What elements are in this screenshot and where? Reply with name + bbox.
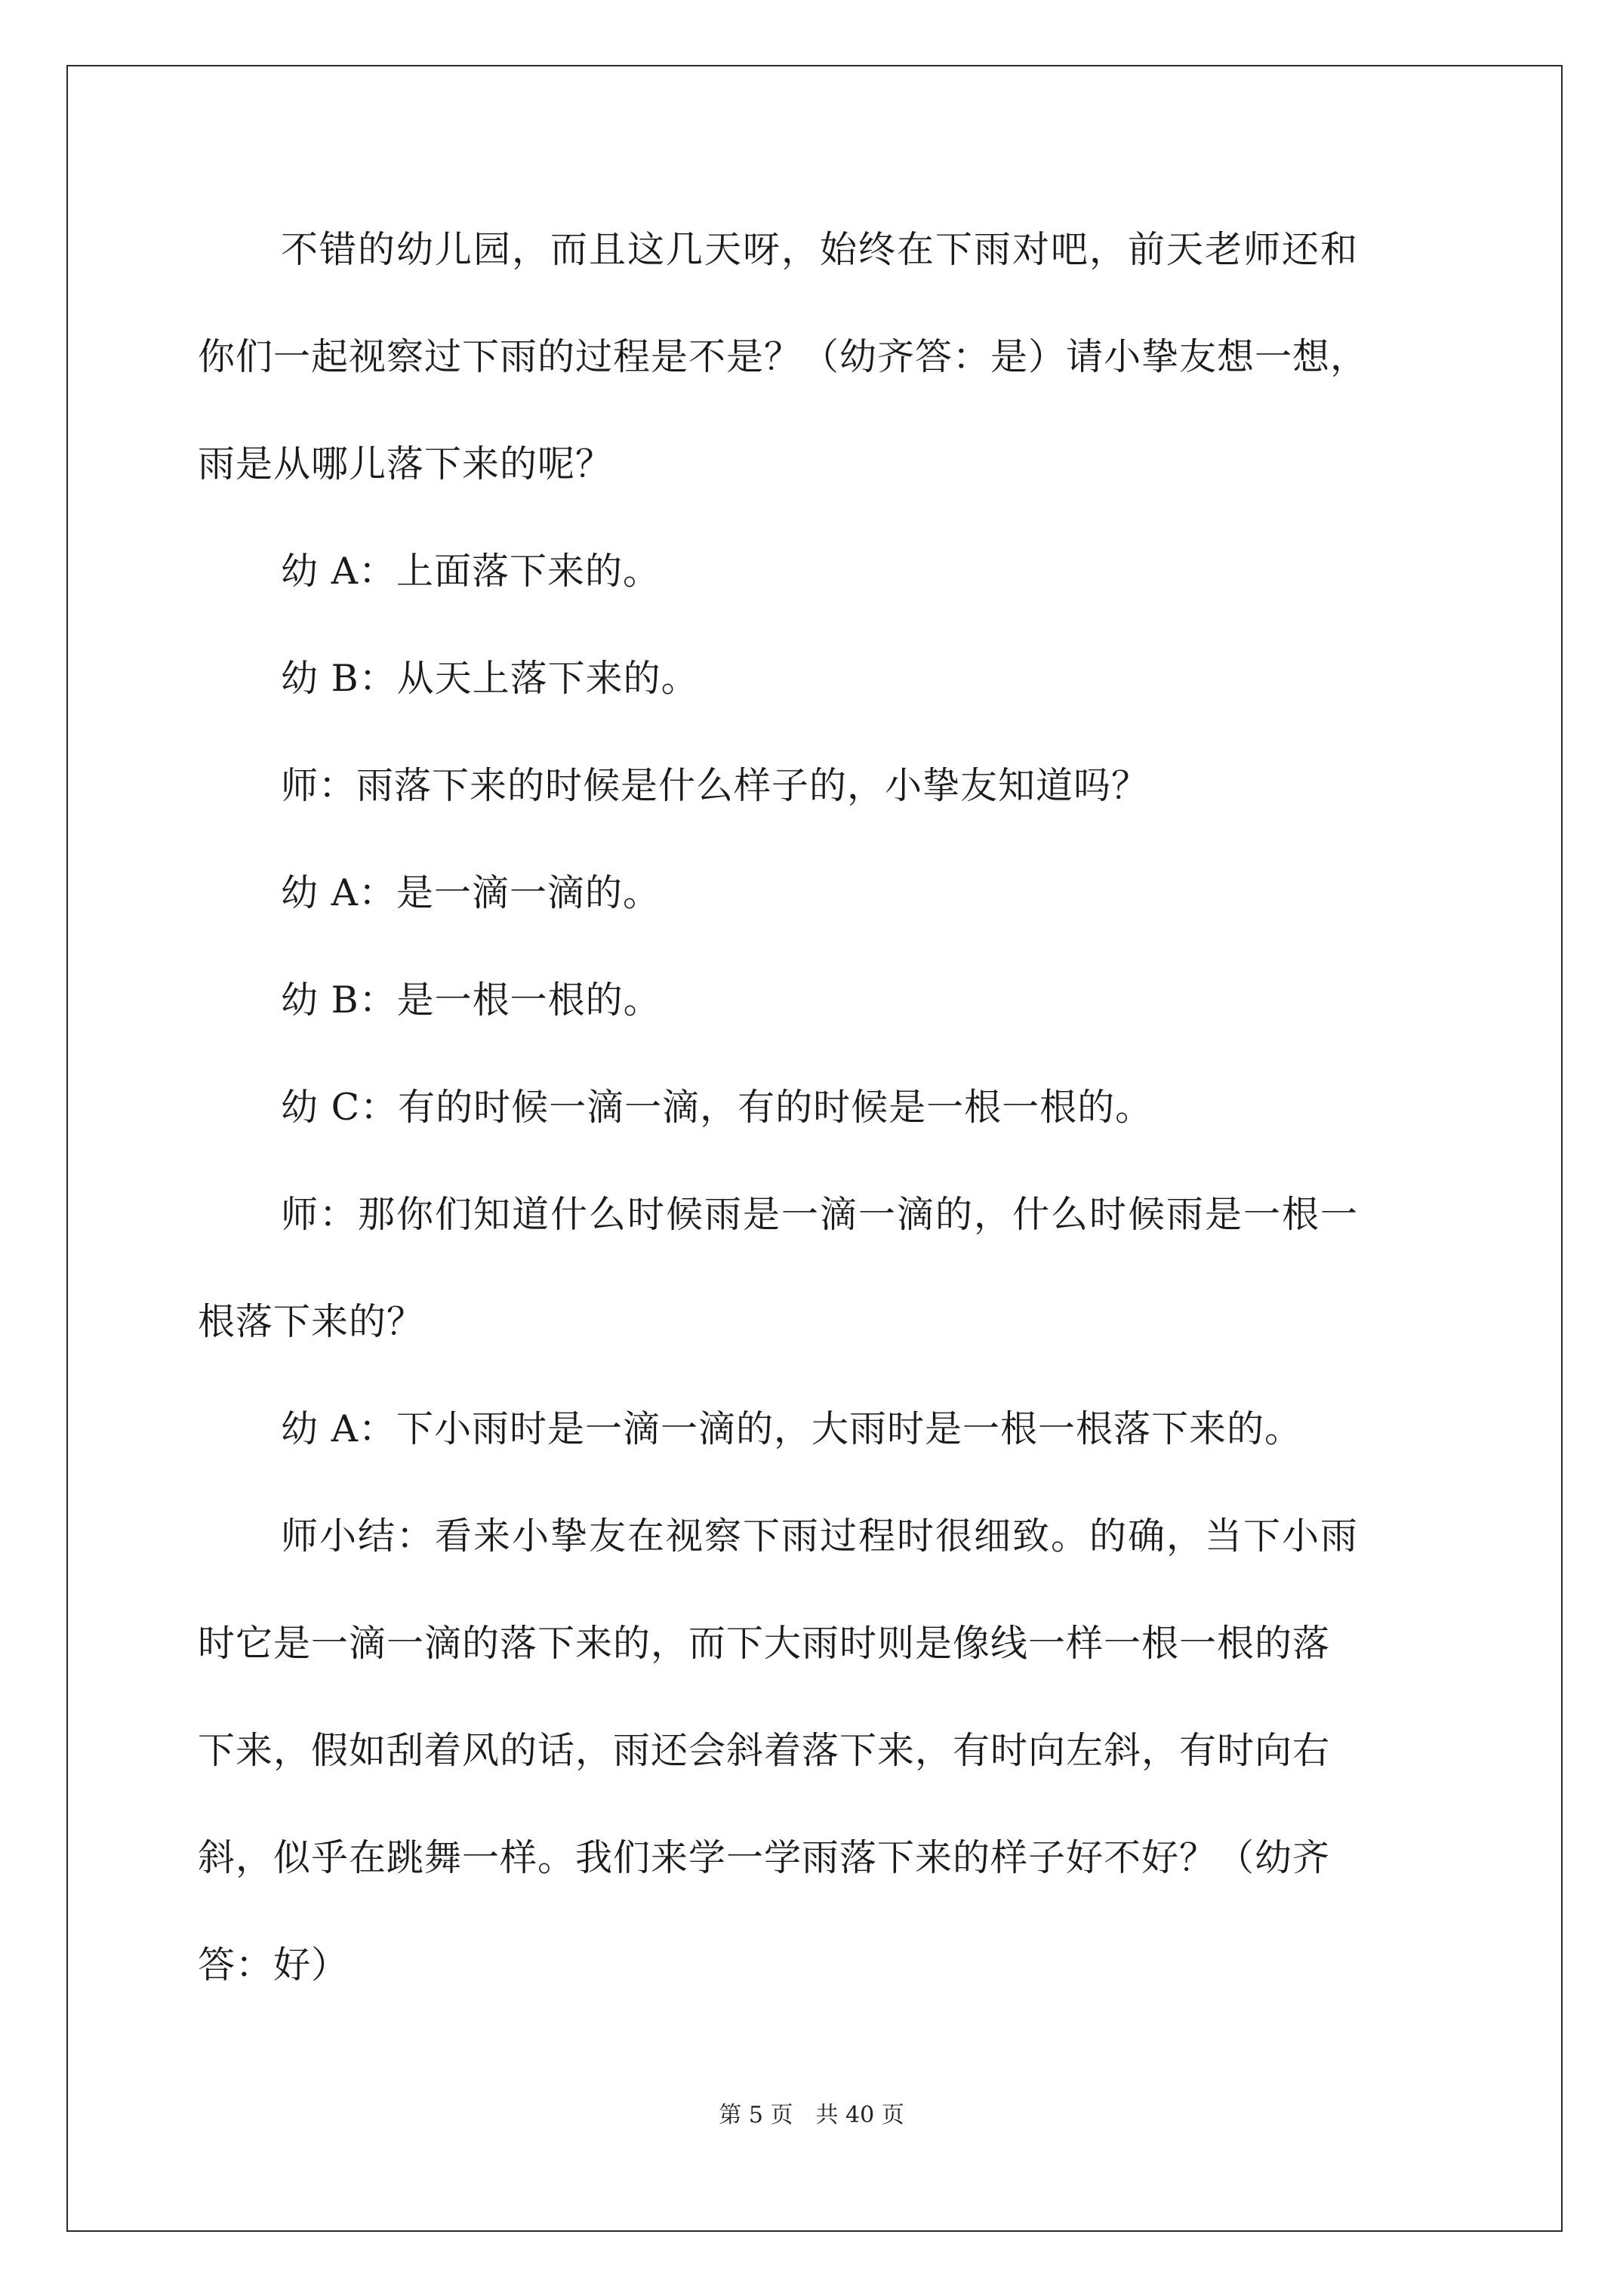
paragraph-line: 你们一起视察过下雨的过程是不是？（幼齐答：是）请小挚友想一想， (198, 335, 1369, 378)
dialogue-line: 幼 B：从天上落下来的。 (281, 657, 699, 700)
summary-line: 师小结：看来小挚友在视察下雨过程时很细致。的确，当下小雨 (281, 1515, 1360, 1558)
dialogue-line: 根落下来的？ (198, 1300, 425, 1343)
dialogue-line: 幼 B：是一根一根的。 (281, 978, 661, 1022)
dialogue-line: 师：雨落下来的时候是什么样子的，小挚友知道吗？ (281, 764, 1150, 807)
summary-line: 答：好） (198, 1943, 350, 1986)
summary-line: 时它是一滴一滴的落下来的，而下大雨时则是像线一样一根一根的落 (198, 1622, 1331, 1665)
dialogue-line: 幼 A：下小雨时是一滴一滴的，大雨时是一根一根落下来的。 (281, 1407, 1302, 1450)
dialogue-line: 幼 A：是一滴一滴的。 (281, 871, 661, 914)
dialogue-line: 幼 A：上面落下来的。 (281, 550, 661, 593)
paragraph-line: 雨是从哪儿落下来的呢？ (198, 442, 614, 485)
document-body (198, 196, 1451, 2019)
page-number-footer: 第 5 页 共 40 页 (719, 2102, 904, 2128)
dialogue-line: 幼 C：有的时候一滴一滴，有的时候是一根一根的。 (281, 1086, 1153, 1129)
summary-line: 斜，似乎在跳舞一样。我们来学一学雨落下来的样子好不好？（幼齐 (198, 1836, 1331, 1879)
paragraph-line: 不错的幼儿园，而且这几天呀，始终在下雨对吧，前天老师还和 (281, 228, 1360, 271)
summary-line: 下来，假如刮着风的话，雨还会斜着落下来，有时向左斜，有时向右 (198, 1729, 1331, 1772)
dialogue-line: 师：那你们知道什么时候雨是一滴一滴的，什么时候雨是一根一 (281, 1193, 1360, 1236)
